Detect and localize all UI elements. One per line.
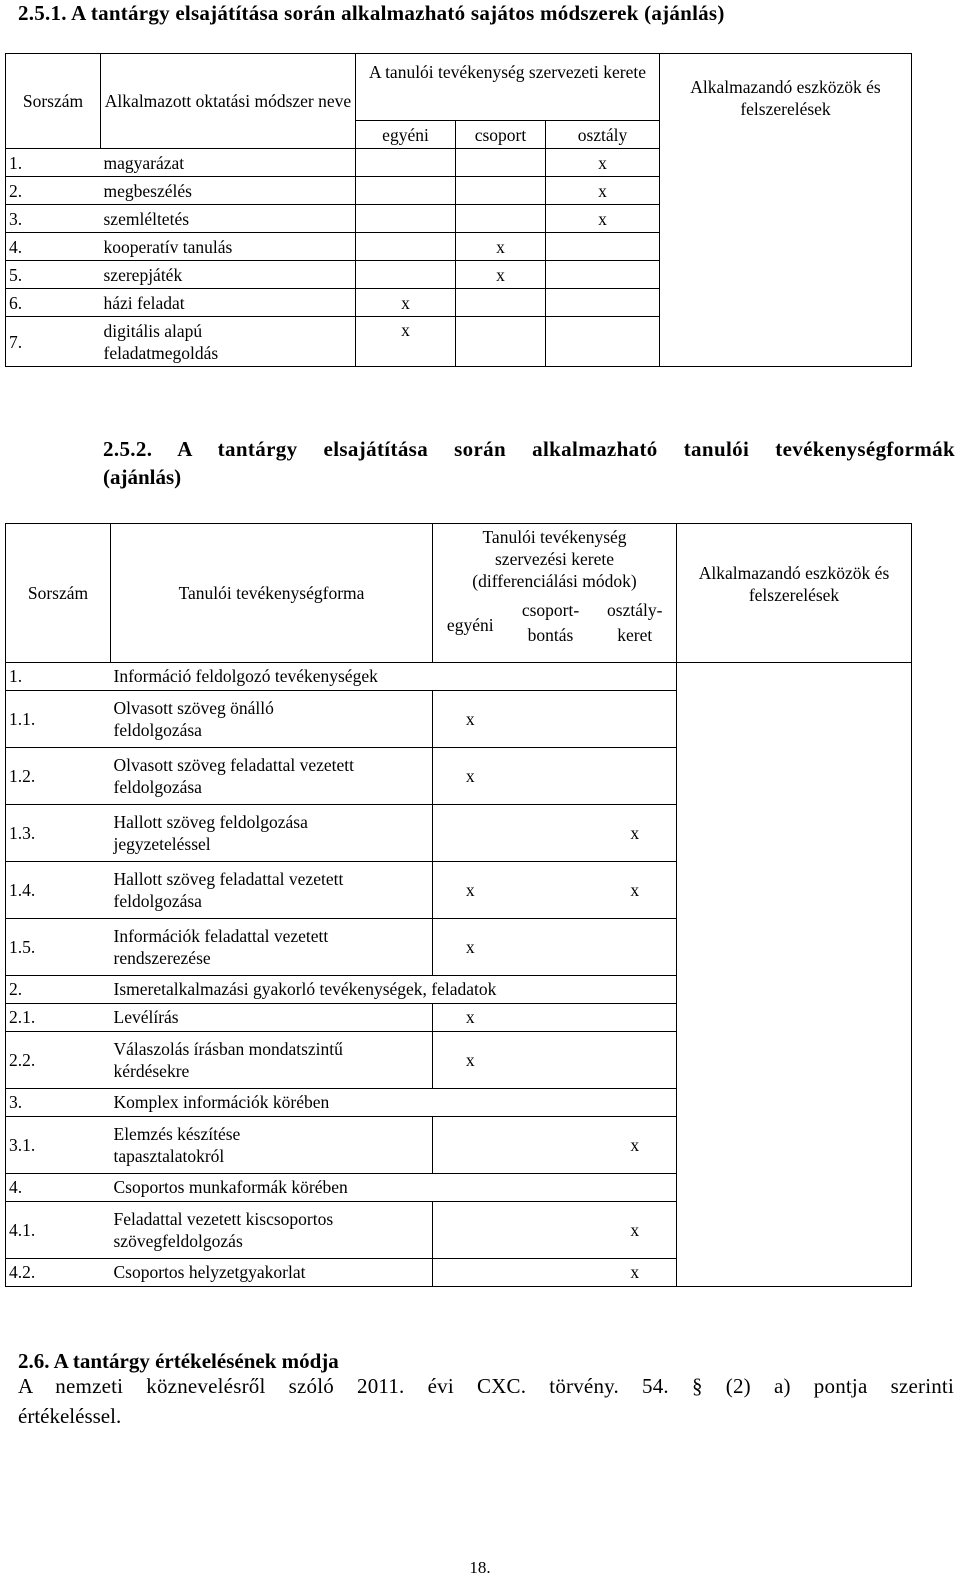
cell-egyeni bbox=[433, 1201, 508, 1258]
row-num: 1. bbox=[6, 149, 101, 177]
cell-csoport bbox=[508, 1116, 594, 1173]
cell-osztaly bbox=[594, 747, 677, 804]
header-frame: Tanulói tevékenység szervezési kerete (differenciálási módok) bbox=[433, 524, 677, 612]
cell-csoport bbox=[508, 690, 594, 747]
cell-csoport bbox=[508, 1258, 594, 1286]
cell-csoport bbox=[508, 1031, 594, 1088]
section-251-title: 2.5.1. A tantárgy elsajátítása során alkalmazható sajátos módszerek (ajánlás) bbox=[18, 1, 725, 25]
evaluation-text-line1: A nemzeti köznevelésről szóló 2011. évi CXC. törvény. 54. § (2) a) pontja szerinti bbox=[18, 1374, 954, 1398]
row-name: Válaszolás írásban mondatszintű kérdésekre bbox=[111, 1031, 433, 1088]
cell-egyeni bbox=[356, 149, 456, 177]
cell-egyeni bbox=[356, 233, 456, 261]
cell-csoport bbox=[508, 918, 594, 975]
cell-osztaly bbox=[594, 1003, 677, 1031]
cell-csoport: x bbox=[456, 261, 546, 289]
row-name: Hallott szöveg feladattal vezetett feldolgozása bbox=[111, 861, 433, 918]
cell-csoport bbox=[456, 149, 546, 177]
cell-egyeni: x bbox=[433, 1003, 508, 1031]
methods-table bbox=[5, 53, 912, 367]
row-name: szerepjáték bbox=[101, 261, 356, 289]
row-num: 1.5. bbox=[6, 918, 111, 975]
row-section-name: Komplex információk körében bbox=[111, 1088, 677, 1116]
cell-egyeni: x bbox=[433, 918, 508, 975]
cell-egyeni bbox=[433, 1258, 508, 1286]
cell-osztaly: x bbox=[546, 149, 660, 177]
row-num: 7. bbox=[6, 317, 101, 367]
cell-egyeni bbox=[356, 177, 456, 205]
header-tools: Alkalmazandó eszközök és felszerelések bbox=[660, 54, 912, 367]
row-num: 3. bbox=[6, 1088, 111, 1116]
row-name: Levélírás bbox=[111, 1003, 433, 1031]
row-num: 4. bbox=[6, 1173, 111, 1201]
cell-osztaly: x bbox=[546, 205, 660, 233]
header-csoportbontas: csoport-bontás bbox=[521, 599, 580, 645]
header-sorszam: Sorszám bbox=[6, 54, 101, 149]
table-row bbox=[6, 662, 912, 690]
cell-osztaly bbox=[594, 1031, 677, 1088]
evaluation-text-line2: értékeléssel. bbox=[18, 1404, 122, 1428]
row-num: 4.1. bbox=[6, 1201, 111, 1258]
header-frame: A tanulói tevékenység szervezeti kerete bbox=[356, 54, 660, 121]
cell-osztaly: x bbox=[594, 1258, 677, 1286]
row-name: Olvasott szöveg feladattal vezetett feldolgozása bbox=[111, 747, 433, 804]
row-num: 2.1. bbox=[6, 1003, 111, 1031]
cell-osztaly bbox=[546, 317, 660, 367]
row-name: Információk feladattal vezetett rendszerezése bbox=[111, 918, 433, 975]
cell-csoport bbox=[456, 177, 546, 205]
row-name: Olvasott szöveg önálló feldolgozása bbox=[111, 690, 433, 747]
row-section-name: Csoportos munkaformák körében bbox=[111, 1173, 677, 1201]
cell-egyeni: x bbox=[433, 1031, 508, 1088]
row-num: 1.2. bbox=[6, 747, 111, 804]
cell-osztaly: x bbox=[546, 177, 660, 205]
header-method-name: Alkalmazott oktatási módszer neve bbox=[101, 54, 356, 149]
cell-csoport bbox=[508, 747, 594, 804]
row-name: Elemzés készítése tapasztalatokról bbox=[111, 1116, 433, 1173]
section-252-title: 2.5.2. A tantárgy elsajátítása során alkalmazható tanulói tevékenységformák bbox=[103, 437, 955, 461]
cell-osztaly bbox=[546, 261, 660, 289]
cell-egyeni bbox=[356, 261, 456, 289]
cell-csoport bbox=[456, 289, 546, 317]
cell-egyeni: x bbox=[356, 289, 456, 317]
row-num: 4. bbox=[6, 233, 101, 261]
tools-column bbox=[677, 662, 912, 1286]
row-num: 3. bbox=[6, 205, 101, 233]
header-egyeni: egyéni bbox=[356, 121, 456, 149]
cell-csoport bbox=[456, 205, 546, 233]
cell-osztaly: x bbox=[594, 1116, 677, 1173]
row-name: Csoportos helyzetgyakorlat bbox=[111, 1258, 433, 1286]
cell-osztaly: x bbox=[594, 1201, 677, 1258]
cell-egyeni bbox=[433, 804, 508, 861]
cell-egyeni bbox=[356, 205, 456, 233]
cell-osztaly bbox=[546, 233, 660, 261]
activity-forms-table bbox=[5, 523, 912, 1287]
cell-osztaly: x bbox=[594, 861, 677, 918]
cell-csoport bbox=[508, 861, 594, 918]
cell-csoport bbox=[508, 1003, 594, 1031]
section-252-title-cont: (ajánlás) bbox=[103, 465, 182, 489]
header-activity-form: Tanulói tevékenységforma bbox=[111, 524, 433, 663]
cell-osztaly: x bbox=[594, 804, 677, 861]
header-osztaly: osztály bbox=[546, 121, 660, 149]
row-num: 5. bbox=[6, 261, 101, 289]
row-name: házi feladat bbox=[101, 289, 356, 317]
cell-csoport: x bbox=[456, 233, 546, 261]
cell-egyeni: x bbox=[433, 861, 508, 918]
row-num: 6. bbox=[6, 289, 101, 317]
row-name: megbeszélés bbox=[101, 177, 356, 205]
cell-csoport bbox=[456, 317, 546, 367]
row-num: 1. bbox=[6, 662, 111, 690]
row-num: 1.4. bbox=[6, 861, 111, 918]
cell-csoport bbox=[508, 1201, 594, 1258]
cell-osztaly bbox=[594, 918, 677, 975]
row-num: 1.3. bbox=[6, 804, 111, 861]
row-num: 3.1. bbox=[6, 1116, 111, 1173]
section-26-title: 2.6. A tantárgy értékelésének módja bbox=[18, 1349, 339, 1373]
row-num: 1.1. bbox=[6, 690, 111, 747]
cell-egyeni: x bbox=[356, 317, 456, 367]
row-name: magyarázat bbox=[101, 149, 356, 177]
cell-osztaly bbox=[594, 690, 677, 747]
header-egyeni: egyéni bbox=[433, 612, 508, 663]
row-num: 2. bbox=[6, 177, 101, 205]
header-sorszam: Sorszám bbox=[6, 524, 111, 663]
cell-csoport bbox=[508, 804, 594, 861]
row-num: 2.2. bbox=[6, 1031, 111, 1088]
cell-egyeni: x bbox=[433, 690, 508, 747]
header-csoport: csoport bbox=[456, 121, 546, 149]
row-name: digitális alapú feladatmegoldás bbox=[101, 317, 356, 367]
row-num: 4.2. bbox=[6, 1258, 111, 1286]
row-section-name: Információ feldolgozó tevékenységek bbox=[111, 662, 677, 690]
row-name: kooperatív tanulás bbox=[101, 233, 356, 261]
cell-egyeni bbox=[433, 1116, 508, 1173]
row-num: 2. bbox=[6, 975, 111, 1003]
row-name: Hallott szöveg feldolgozása jegyzeteléssel bbox=[111, 804, 433, 861]
cell-osztaly bbox=[546, 289, 660, 317]
page-number: 18. bbox=[469, 1558, 491, 1577]
header-tools: Alkalmazandó eszközök és felszerelések bbox=[677, 524, 912, 663]
row-name: Feladattal vezetett kiscsoportos szövegfeldolgozás bbox=[111, 1201, 433, 1258]
row-name: szemléltetés bbox=[101, 205, 356, 233]
header-osztalykeret: osztály-keret bbox=[594, 598, 677, 649]
cell-egyeni: x bbox=[433, 747, 508, 804]
row-section-name: Ismeretalkalmazási gyakorló tevékenységek, feladatok bbox=[111, 975, 677, 1003]
